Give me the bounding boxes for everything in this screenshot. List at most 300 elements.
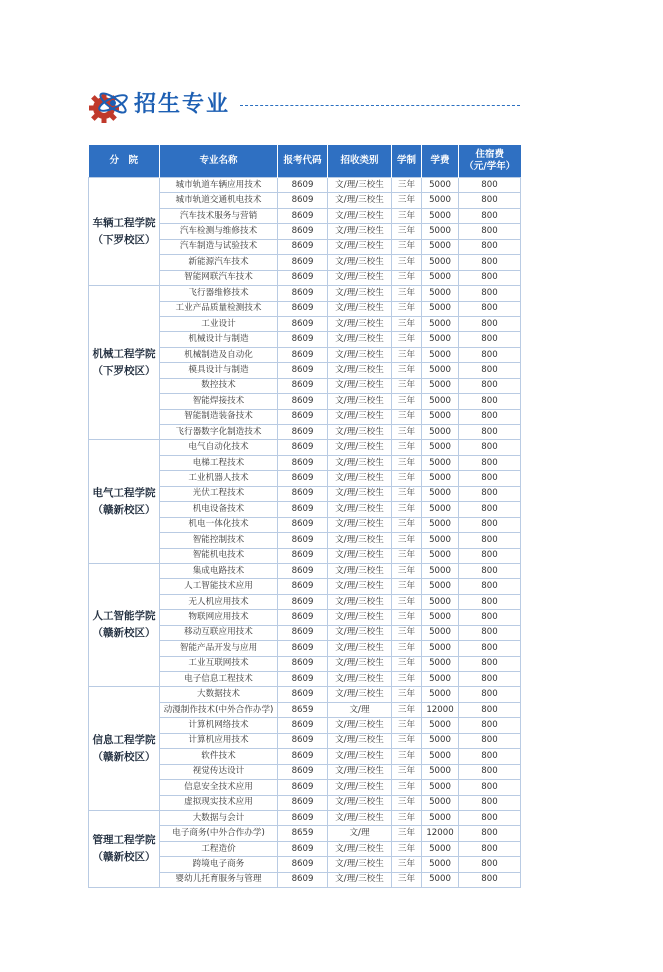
major-name-cell: 光伏工程技术 — [160, 486, 278, 501]
duration-cell: 三年 — [392, 687, 422, 702]
dorm-fee-cell: 800 — [459, 316, 521, 331]
duration-cell: 三年 — [392, 486, 422, 501]
dorm-fee-cell: 800 — [459, 610, 521, 625]
major-name-cell: 智能产品开发与应用 — [160, 641, 278, 656]
exam-code-cell: 8609 — [278, 563, 328, 578]
admission-category-cell: 文/理/三校生 — [328, 193, 392, 208]
admission-category-cell: 文/理/三校生 — [328, 672, 392, 687]
dorm-fee-cell: 800 — [459, 239, 521, 254]
major-name-cell: 婴幼儿托育服务与管理 — [160, 872, 278, 887]
dorm-fee-cell: 800 — [459, 563, 521, 578]
college-cell — [89, 563, 160, 687]
admission-category-cell: 文/理/三校生 — [328, 471, 392, 486]
duration-cell: 三年 — [392, 733, 422, 748]
duration-cell: 三年 — [392, 764, 422, 779]
table-row — [89, 563, 521, 578]
major-name-cell: 计算机网络技术 — [160, 718, 278, 733]
duration-cell: 三年 — [392, 702, 422, 717]
tuition-cell: 5000 — [422, 733, 459, 748]
major-name-cell: 新能源汽车技术 — [160, 255, 278, 270]
exam-code-cell: 8609 — [278, 857, 328, 872]
exam-code-cell: 8609 — [278, 394, 328, 409]
major-name-cell: 工业设计 — [160, 316, 278, 331]
major-name-cell: 电梯工程技术 — [160, 455, 278, 470]
exam-code-cell: 8609 — [278, 347, 328, 362]
major-name-cell: 移动互联应用技术 — [160, 625, 278, 640]
tuition-cell: 5000 — [422, 718, 459, 733]
exam-code-cell: 8609 — [278, 255, 328, 270]
tuition-cell: 5000 — [422, 363, 459, 378]
tuition-cell: 5000 — [422, 502, 459, 517]
major-name-cell: 模具设计与制造 — [160, 363, 278, 378]
dorm-fee-cell: 800 — [459, 656, 521, 671]
exam-code-cell: 8609 — [278, 239, 328, 254]
tuition-cell: 5000 — [422, 841, 459, 856]
tuition-cell: 5000 — [422, 394, 459, 409]
tuition-cell: 5000 — [422, 780, 459, 795]
col-header-code: 报考代码 — [278, 145, 328, 178]
duration-cell: 三年 — [392, 301, 422, 316]
admission-category-cell: 文/理/三校生 — [328, 425, 392, 440]
tuition-cell: 5000 — [422, 440, 459, 455]
table-row — [89, 286, 521, 301]
major-name-cell: 大数据技术 — [160, 687, 278, 702]
exam-code-cell: 8659 — [278, 826, 328, 841]
admission-category-cell: 文/理/三校生 — [328, 316, 392, 331]
dorm-fee-cell: 800 — [459, 178, 521, 193]
dorm-fee-cell: 800 — [459, 440, 521, 455]
col-header-college: 分 院 — [89, 145, 160, 178]
tuition-cell: 5000 — [422, 857, 459, 872]
duration-cell: 三年 — [392, 502, 422, 517]
col-header-major: 专业名称 — [160, 145, 278, 178]
dorm-fee-cell: 800 — [459, 486, 521, 501]
exam-code-cell: 8609 — [278, 224, 328, 239]
college-name: 管理工程学院 — [92, 834, 156, 847]
exam-code-cell: 8609 — [278, 718, 328, 733]
major-name-cell: 计算机应用技术 — [160, 733, 278, 748]
duration-cell: 三年 — [392, 672, 422, 687]
tuition-cell: 5000 — [422, 409, 459, 424]
major-name-cell: 智能制造装备技术 — [160, 409, 278, 424]
duration-cell: 三年 — [392, 409, 422, 424]
dorm-fee-cell: 800 — [459, 471, 521, 486]
exam-code-cell: 8609 — [278, 471, 328, 486]
exam-code-cell: 8609 — [278, 687, 328, 702]
duration-cell: 三年 — [392, 286, 422, 301]
major-name-cell: 飞行器维修技术 — [160, 286, 278, 301]
tuition-cell: 5000 — [422, 178, 459, 193]
table-row — [89, 687, 521, 702]
admission-category-cell: 文/理/三校生 — [328, 208, 392, 223]
major-name-cell: 机电设备技术 — [160, 502, 278, 517]
dorm-fee-cell: 800 — [459, 733, 521, 748]
exam-code-cell: 8609 — [278, 517, 328, 532]
tuition-cell: 5000 — [422, 301, 459, 316]
dorm-fee-cell: 800 — [459, 764, 521, 779]
admission-category-cell: 文/理/三校生 — [328, 332, 392, 347]
tuition-cell: 5000 — [422, 625, 459, 640]
duration-cell: 三年 — [392, 332, 422, 347]
duration-cell: 三年 — [392, 378, 422, 393]
admission-category-cell: 文/理/三校生 — [328, 641, 392, 656]
major-name-cell: 软件技术 — [160, 749, 278, 764]
page-title: 招生专业 — [134, 92, 231, 117]
exam-code-cell: 8609 — [278, 641, 328, 656]
major-name-cell: 工业机器人技术 — [160, 471, 278, 486]
col-header-duration: 学制 — [392, 145, 422, 178]
duration-cell: 三年 — [392, 656, 422, 671]
dorm-fee-cell: 800 — [459, 579, 521, 594]
major-name-cell: 飞行器数字化制造技术 — [160, 425, 278, 440]
admission-category-cell: 文/理/三校生 — [328, 548, 392, 563]
admission-category-cell: 文/理/三校生 — [328, 625, 392, 640]
exam-code-cell: 8609 — [278, 625, 328, 640]
dorm-fee-cell: 800 — [459, 625, 521, 640]
major-name-cell: 智能控制技术 — [160, 533, 278, 548]
dorm-fee-cell: 800 — [459, 409, 521, 424]
duration-cell: 三年 — [392, 579, 422, 594]
tuition-cell: 5000 — [422, 687, 459, 702]
col-header-category: 招收类别 — [328, 145, 392, 178]
dorm-fee-cell: 800 — [459, 363, 521, 378]
major-name-cell: 机械设计与制造 — [160, 332, 278, 347]
college-cell — [89, 810, 160, 887]
admission-category-cell: 文/理/三校生 — [328, 224, 392, 239]
exam-code-cell: 8609 — [278, 872, 328, 887]
tuition-cell: 5000 — [422, 486, 459, 501]
tuition-cell: 12000 — [422, 702, 459, 717]
admission-category-cell: 文/理/三校生 — [328, 594, 392, 609]
exam-code-cell: 8609 — [278, 332, 328, 347]
dorm-fee-cell: 800 — [459, 425, 521, 440]
campus-name: （赣新校区） — [92, 750, 156, 763]
duration-cell: 三年 — [392, 548, 422, 563]
admission-category-cell: 文/理/三校生 — [328, 455, 392, 470]
major-name-cell: 虚拟现实技术应用 — [160, 795, 278, 810]
table-row — [89, 178, 521, 193]
tuition-cell: 5000 — [422, 425, 459, 440]
exam-code-cell: 8609 — [278, 610, 328, 625]
duration-cell: 三年 — [392, 224, 422, 239]
major-name-cell: 汽车技术服务与营销 — [160, 208, 278, 223]
admission-category-cell: 文/理/三校生 — [328, 178, 392, 193]
major-name-cell: 人工智能技术应用 — [160, 579, 278, 594]
exam-code-cell: 8609 — [278, 841, 328, 856]
exam-code-cell: 8609 — [278, 286, 328, 301]
duration-cell: 三年 — [392, 780, 422, 795]
major-name-cell: 工程造价 — [160, 841, 278, 856]
exam-code-cell: 8609 — [278, 178, 328, 193]
major-name-cell: 电子商务(中外合作办学) — [160, 826, 278, 841]
duration-cell: 三年 — [392, 594, 422, 609]
dorm-fee-cell: 800 — [459, 286, 521, 301]
col-header-dorm-fee-unit: （元/学年） — [464, 161, 516, 172]
tuition-cell: 5000 — [422, 208, 459, 223]
dorm-fee-cell: 800 — [459, 517, 521, 532]
dorm-fee-cell: 800 — [459, 455, 521, 470]
exam-code-cell: 8609 — [278, 795, 328, 810]
tuition-cell: 5000 — [422, 548, 459, 563]
major-name-cell: 数控技术 — [160, 378, 278, 393]
duration-cell: 三年 — [392, 270, 422, 285]
admission-category-cell: 文/理/三校生 — [328, 780, 392, 795]
duration-cell: 三年 — [392, 347, 422, 362]
admission-category-cell: 文/理/三校生 — [328, 749, 392, 764]
tuition-cell: 5000 — [422, 239, 459, 254]
tuition-cell: 5000 — [422, 563, 459, 578]
admission-category-cell: 文/理/三校生 — [328, 440, 392, 455]
campus-name: （赣新校区） — [92, 503, 156, 516]
exam-code-cell: 8609 — [278, 440, 328, 455]
admission-category-cell: 文/理/三校生 — [328, 533, 392, 548]
duration-cell: 三年 — [392, 625, 422, 640]
col-header-dorm-fee — [459, 145, 521, 178]
admission-category-cell: 文/理/三校生 — [328, 656, 392, 671]
campus-name: （下罗校区） — [92, 364, 156, 377]
tuition-cell: 5000 — [422, 594, 459, 609]
admission-category-cell: 文/理/三校生 — [328, 347, 392, 362]
duration-cell: 三年 — [392, 857, 422, 872]
dorm-fee-cell: 800 — [459, 594, 521, 609]
section-header — [88, 86, 520, 126]
tuition-cell: 5000 — [422, 672, 459, 687]
college-cell — [89, 687, 160, 811]
exam-code-cell: 8609 — [278, 486, 328, 501]
major-name-cell: 城市轨道车辆应用技术 — [160, 178, 278, 193]
major-name-cell: 智能焊接技术 — [160, 394, 278, 409]
admission-category-cell: 文/理/三校生 — [328, 286, 392, 301]
admission-category-cell: 文/理/三校生 — [328, 409, 392, 424]
college-name: 机械工程学院 — [92, 347, 156, 360]
duration-cell: 三年 — [392, 517, 422, 532]
major-name-cell: 跨境电子商务 — [160, 857, 278, 872]
exam-code-cell: 8609 — [278, 764, 328, 779]
dorm-fee-cell: 800 — [459, 872, 521, 887]
tuition-cell: 5000 — [422, 764, 459, 779]
dorm-fee-cell: 800 — [459, 749, 521, 764]
duration-cell: 三年 — [392, 316, 422, 331]
title-divider — [240, 105, 520, 106]
tuition-cell: 12000 — [422, 826, 459, 841]
dorm-fee-cell: 800 — [459, 857, 521, 872]
col-header-tuition: 学费 — [422, 145, 459, 178]
major-name-cell: 机电一体化技术 — [160, 517, 278, 532]
campus-name: （下罗校区） — [92, 233, 156, 246]
exam-code-cell: 8609 — [278, 733, 328, 748]
duration-cell: 三年 — [392, 718, 422, 733]
tuition-cell: 5000 — [422, 455, 459, 470]
major-name-cell: 城市轨道交通机电技术 — [160, 193, 278, 208]
college-cell — [89, 440, 160, 564]
major-name-cell: 动漫制作技术(中外合作办学) — [160, 702, 278, 717]
tuition-cell: 5000 — [422, 656, 459, 671]
tuition-cell: 5000 — [422, 316, 459, 331]
major-name-cell: 电子信息工程技术 — [160, 672, 278, 687]
admission-category-cell: 文/理/三校生 — [328, 687, 392, 702]
college-name: 信息工程学院 — [92, 733, 156, 746]
table-header-row — [89, 145, 521, 178]
admission-category-cell: 文/理/三校生 — [328, 795, 392, 810]
tuition-cell: 5000 — [422, 255, 459, 270]
major-name-cell: 智能网联汽车技术 — [160, 270, 278, 285]
dorm-fee-cell: 800 — [459, 502, 521, 517]
major-name-cell: 视觉传达设计 — [160, 764, 278, 779]
exam-code-cell: 8609 — [278, 810, 328, 825]
tuition-cell: 5000 — [422, 533, 459, 548]
tuition-cell: 5000 — [422, 471, 459, 486]
campus-name: （赣新校区） — [92, 627, 156, 640]
college-cell — [89, 178, 160, 286]
duration-cell: 三年 — [392, 872, 422, 887]
exam-code-cell: 8609 — [278, 425, 328, 440]
tuition-cell: 5000 — [422, 193, 459, 208]
admission-category-cell: 文/理/三校生 — [328, 872, 392, 887]
duration-cell: 三年 — [392, 363, 422, 378]
admission-category-cell: 文/理/三校生 — [328, 857, 392, 872]
dorm-fee-cell: 800 — [459, 255, 521, 270]
tuition-cell: 5000 — [422, 810, 459, 825]
dorm-fee-cell: 800 — [459, 548, 521, 563]
table-row — [89, 440, 521, 455]
tuition-cell: 5000 — [422, 286, 459, 301]
duration-cell: 三年 — [392, 471, 422, 486]
admission-category-cell: 文/理/三校生 — [328, 378, 392, 393]
admission-category-cell: 文/理/三校生 — [328, 841, 392, 856]
major-name-cell: 工业产品质量检测技术 — [160, 301, 278, 316]
dorm-fee-cell: 800 — [459, 193, 521, 208]
admission-category-cell: 文/理/三校生 — [328, 579, 392, 594]
gear-atom-icon — [88, 86, 132, 126]
tuition-cell: 5000 — [422, 579, 459, 594]
duration-cell: 三年 — [392, 455, 422, 470]
duration-cell: 三年 — [392, 610, 422, 625]
college-cell — [89, 286, 160, 440]
duration-cell: 三年 — [392, 826, 422, 841]
majors-table — [88, 145, 521, 888]
admission-category-cell: 文/理/三校生 — [328, 610, 392, 625]
admission-category-cell: 文/理/三校生 — [328, 502, 392, 517]
dorm-fee-cell: 800 — [459, 718, 521, 733]
admission-category-cell: 文/理/三校生 — [328, 733, 392, 748]
tuition-cell: 5000 — [422, 378, 459, 393]
tuition-cell: 5000 — [422, 332, 459, 347]
admission-category-cell: 文/理/三校生 — [328, 517, 392, 532]
dorm-fee-cell: 800 — [459, 270, 521, 285]
dorm-fee-cell: 800 — [459, 394, 521, 409]
duration-cell: 三年 — [392, 178, 422, 193]
dorm-fee-cell: 800 — [459, 780, 521, 795]
major-name-cell: 物联网应用技术 — [160, 610, 278, 625]
tuition-cell: 5000 — [422, 224, 459, 239]
exam-code-cell: 8609 — [278, 455, 328, 470]
table-row — [89, 810, 521, 825]
admission-category-cell: 文/理/三校生 — [328, 764, 392, 779]
college-name: 车辆工程学院 — [92, 216, 156, 229]
exam-code-cell: 8609 — [278, 780, 328, 795]
admission-category-cell: 文/理 — [328, 702, 392, 717]
duration-cell: 三年 — [392, 563, 422, 578]
dorm-fee-cell: 800 — [459, 702, 521, 717]
tuition-cell: 5000 — [422, 610, 459, 625]
college-name: 人工智能学院 — [92, 610, 156, 623]
exam-code-cell: 8609 — [278, 749, 328, 764]
exam-code-cell: 8659 — [278, 702, 328, 717]
exam-code-cell: 8609 — [278, 301, 328, 316]
admission-category-cell: 文/理/三校生 — [328, 563, 392, 578]
tuition-cell: 5000 — [422, 641, 459, 656]
exam-code-cell: 8609 — [278, 316, 328, 331]
dorm-fee-cell: 800 — [459, 641, 521, 656]
major-name-cell: 信息安全技术应用 — [160, 780, 278, 795]
tuition-cell: 5000 — [422, 872, 459, 887]
major-name-cell: 工业互联网技术 — [160, 656, 278, 671]
major-name-cell: 汽车检测与维修技术 — [160, 224, 278, 239]
duration-cell: 三年 — [392, 255, 422, 270]
tuition-cell: 5000 — [422, 749, 459, 764]
major-name-cell: 汽车制造与试验技术 — [160, 239, 278, 254]
dorm-fee-cell: 800 — [459, 795, 521, 810]
exam-code-cell: 8609 — [278, 409, 328, 424]
admission-category-cell: 文/理/三校生 — [328, 239, 392, 254]
exam-code-cell: 8609 — [278, 548, 328, 563]
dorm-fee-cell: 800 — [459, 332, 521, 347]
exam-code-cell: 8609 — [278, 208, 328, 223]
exam-code-cell: 8609 — [278, 502, 328, 517]
admission-category-cell: 文/理/三校生 — [328, 255, 392, 270]
exam-code-cell: 8609 — [278, 378, 328, 393]
major-name-cell: 机械制造及自动化 — [160, 347, 278, 362]
duration-cell: 三年 — [392, 841, 422, 856]
exam-code-cell: 8609 — [278, 579, 328, 594]
dorm-fee-cell: 800 — [459, 347, 521, 362]
tuition-cell: 5000 — [422, 795, 459, 810]
college-name: 电气工程学院 — [92, 486, 156, 499]
major-name-cell: 集成电路技术 — [160, 563, 278, 578]
duration-cell: 三年 — [392, 239, 422, 254]
exam-code-cell: 8609 — [278, 270, 328, 285]
dorm-fee-cell: 800 — [459, 826, 521, 841]
exam-code-cell: 8609 — [278, 672, 328, 687]
admission-category-cell: 文/理/三校生 — [328, 486, 392, 501]
dorm-fee-cell: 800 — [459, 224, 521, 239]
exam-code-cell: 8609 — [278, 193, 328, 208]
dorm-fee-cell: 800 — [459, 533, 521, 548]
exam-code-cell: 8609 — [278, 656, 328, 671]
admission-category-cell: 文/理/三校生 — [328, 718, 392, 733]
admission-category-cell: 文/理/三校生 — [328, 301, 392, 316]
dorm-fee-cell: 800 — [459, 378, 521, 393]
admission-category-cell: 文/理/三校生 — [328, 363, 392, 378]
admission-category-cell: 文/理/三校生 — [328, 270, 392, 285]
major-name-cell: 大数据与会计 — [160, 810, 278, 825]
duration-cell: 三年 — [392, 533, 422, 548]
major-name-cell: 无人机应用技术 — [160, 594, 278, 609]
admission-category-cell: 文/理/三校生 — [328, 394, 392, 409]
tuition-cell: 5000 — [422, 347, 459, 362]
duration-cell: 三年 — [392, 193, 422, 208]
duration-cell: 三年 — [392, 795, 422, 810]
exam-code-cell: 8609 — [278, 594, 328, 609]
admission-category-cell: 文/理 — [328, 826, 392, 841]
dorm-fee-cell: 800 — [459, 208, 521, 223]
duration-cell: 三年 — [392, 810, 422, 825]
tuition-cell: 5000 — [422, 270, 459, 285]
dorm-fee-cell: 800 — [459, 672, 521, 687]
exam-code-cell: 8609 — [278, 363, 328, 378]
duration-cell: 三年 — [392, 440, 422, 455]
major-name-cell: 智能机电技术 — [160, 548, 278, 563]
